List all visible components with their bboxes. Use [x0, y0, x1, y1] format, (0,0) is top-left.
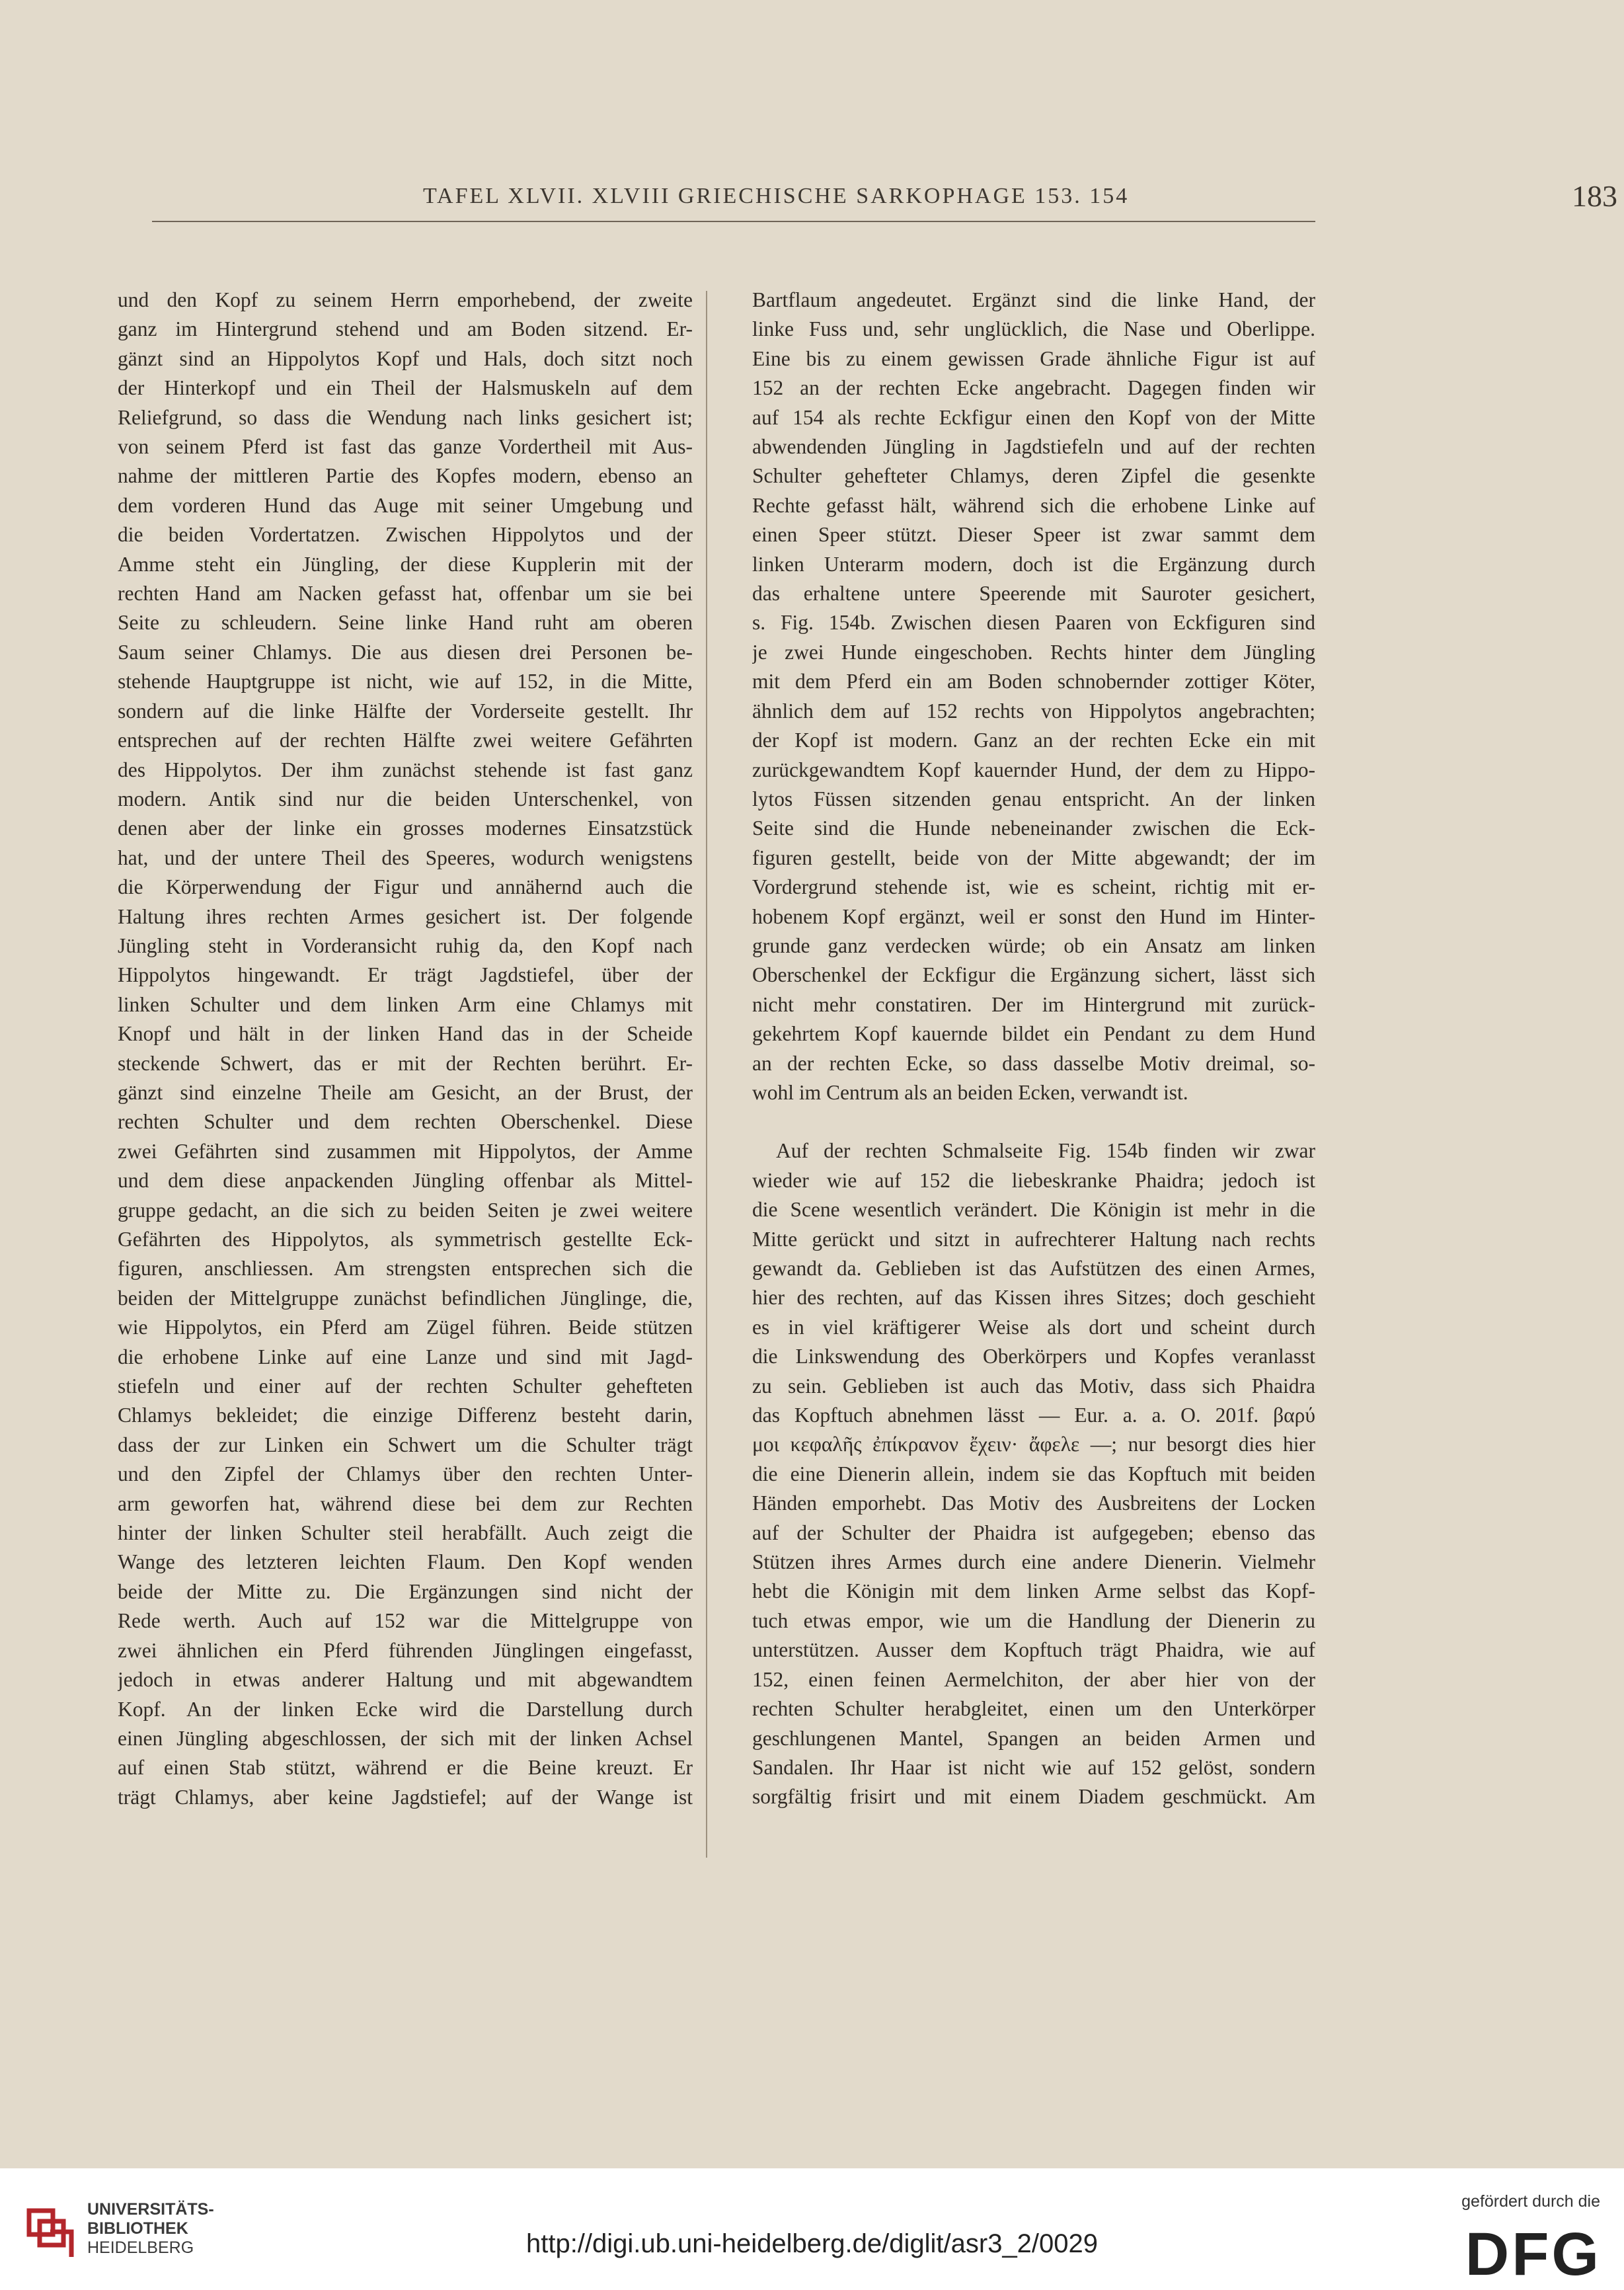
text-line: nicht mehr constatiren. Der im Hintergrund mit zurück-	[752, 992, 1315, 1016]
text-line: Saum seiner Chlamys. Die aus diesen drei Personen be-	[118, 640, 693, 664]
column-divider	[706, 291, 707, 1858]
text-line: grunde ganz verdecken würde; ob ein Ansatz am linken	[752, 933, 1315, 957]
text-line: sondern auf die linke Hälfte der Vorderseite gestellt. Ihr	[118, 699, 693, 723]
library-name-line-1: UNIVERSITÄTS-	[87, 2200, 214, 2219]
text-line: gruppe gedacht, an die sich zu beiden Seiten je zwei weitere	[118, 1198, 693, 1222]
paragraph-gap	[752, 1107, 1315, 1136]
text-line: zu sein. Geblieben ist auch das Motiv, dass sich Phaidra	[752, 1374, 1315, 1398]
text-line: rechten Schulter und dem rechten Oberschenkel. Diese	[118, 1110, 693, 1134]
page-number: 183	[1572, 179, 1617, 213]
text-line: trägt Chlamys, aber keine Jagdstiefel; auf der Wange ist	[118, 1785, 693, 1809]
text-line: rechten Schulter herabgleitet, einen um den Unterkörper	[752, 1697, 1315, 1721]
text-line: hier des rechten, auf das Kissen ihres Sitzes; doch geschieht	[752, 1286, 1315, 1310]
text-line: Vordergrund stehende ist, wie es scheint, richtig mit er-	[752, 875, 1315, 899]
text-line: Knopf und hält in der linken Hand das in der Scheide	[118, 1022, 693, 1046]
text-line: zurückgewandtem Kopf kauernder Hund, der dem zu Hippo-	[752, 758, 1315, 781]
text-line: die eine Dienerin allein, indem sie das Kopftuch mit beiden	[752, 1462, 1315, 1485]
text-line: jedoch in etwas anderer Haltung und mit abgewandtem	[118, 1668, 693, 1692]
text-line: entsprechen auf der rechten Hälfte zwei weitere Gefährten	[118, 729, 693, 752]
text-line: nahme der mittleren Partie des Kopfes modern, ebenso an	[118, 464, 693, 488]
text-line: Sandalen. Ihr Haar ist nicht wie auf 152 gelöst, sondern	[752, 1755, 1315, 1779]
text-line: 152 an der rechten Ecke angebracht. Dagegen finden wir	[752, 376, 1315, 400]
text-line: Bartflaum angedeutet. Ergänzt sind die linke Hand, der	[752, 288, 1315, 311]
text-line: Hippolytos hingewandt. Er trägt Jagdstiefel, über der	[118, 963, 693, 987]
right-paragraph-2	[752, 1136, 1315, 1811]
text-line: tuch etwas empor, wie um die Handlung der Dienerin zu	[752, 1608, 1315, 1632]
text-line: Haltung ihres rechten Armes gesichert ist. Der folgende	[118, 904, 693, 928]
text-line: 152, einen feinen Aermelchiton, der aber hier von der	[752, 1667, 1315, 1691]
text-line: steckende Schwert, das er mit der Rechten berührt. Er-	[118, 1051, 693, 1075]
text-line: ganz im Hintergrund stehend und am Boden sitzend. Er-	[118, 317, 693, 341]
text-line: die Linkswendung des Oberkörpers und Kopfes veranlasst	[752, 1345, 1315, 1368]
text-line: Schulter gehefteter Chlamys, deren Zipfel die gesenkte	[752, 464, 1315, 488]
text-line: abwendenden Jüngling in Jagdstiefeln und auf der rechten	[752, 435, 1315, 459]
text-line: Amme steht ein Jüngling, der diese Kupplerin mit der	[118, 552, 693, 576]
library-name-line-3: HEIDELBERG	[87, 2238, 194, 2257]
text-line: hinter der linken Schulter steil herabfällt. Auch zeigt die	[118, 1521, 693, 1545]
text-line: gänzt sind an Hippolytos Kopf und Hals, doch sitzt noch	[118, 346, 693, 370]
text-line: Wange des letzteren leichten Flaum. Den Kopf wenden	[118, 1550, 693, 1574]
text-line: zwei ähnlichen ein Pferd führenden Jünglingen eingefasst,	[118, 1638, 693, 1662]
text-line: Chlamys bekleidet; die einzige Differenz besteht darin,	[118, 1403, 693, 1427]
right-paragraph-1	[752, 286, 1315, 1107]
text-line: die Körperwendung der Figur und annähernd auch die	[118, 875, 693, 899]
text-line: linke Fuss und, sehr unglücklich, die Nase und Oberlippe.	[752, 317, 1315, 341]
right-text-column	[752, 286, 1315, 1812]
text-line: das Kopftuch abnehmen lässt — Eur. a. a. O. 201f. βαρύ	[752, 1403, 1315, 1427]
text-line: des Hippolytos. Der ihm zunächst stehende ist fast ganz	[118, 758, 693, 781]
text-line: s. Fig. 154b. Zwischen diesen Paaren von Eckfiguren sind	[752, 611, 1315, 635]
text-line: gewandt da. Geblieben ist das Aufstützen des einen Armes,	[752, 1257, 1315, 1280]
text-line: die beiden Vordertatzen. Zwischen Hippolytos und der	[118, 523, 693, 547]
permalink-url[interactable]: http://digi.ub.uni-heidelberg.de/diglit/asr3_2/0029	[525, 2229, 1099, 2258]
text-line: lytos Füssen sitzenden genau entspricht. An der linken	[752, 787, 1315, 810]
text-line: auf 154 als rechte Eckfigur einen den Kopf von der Mitte	[752, 405, 1315, 429]
text-line: der Kopf ist modern. Ganz an der rechten Ecke ein mit	[752, 729, 1315, 752]
text-line: Eine bis zu einem gewissen Grade ähnliche Figur ist auf	[752, 346, 1315, 370]
text-line: wieder wie auf 152 die liebeskranke Phaidra; jedoch ist	[752, 1168, 1315, 1192]
text-line: Oberschenkel der Eckfigur die Ergänzung sichert, lässt sich	[752, 963, 1315, 987]
text-line: Mitte gerückt und sitzt in aufrechterer Haltung nach rechts	[752, 1227, 1315, 1251]
text-line: rechten Hand am Nacken gefasst hat, offenbar um sie bei	[118, 582, 693, 606]
header-title: TAFEL XLVII. XLVIII GRIECHISCHE SARKOPHAGE 153. 154	[423, 184, 1130, 208]
text-line: wohl im Centrum als an beiden Ecken, verwandt ist.	[752, 1080, 1188, 1104]
text-line: modern. Antik sind nur die beiden Unterschenkel, von	[118, 787, 693, 810]
text-line: hat, und der untere Theil des Speeres, wodurch wenigstens	[118, 846, 693, 869]
dfg-logo: DFG	[1465, 2221, 1602, 2288]
text-line: die Scene wesentlich verändert. Die Königin ist mehr in die	[752, 1198, 1315, 1222]
text-line: und den Zipfel der Chlamys über den rechten Unter-	[118, 1462, 693, 1486]
text-line: Rede werth. Auch auf 152 war die Mittelgruppe von	[118, 1609, 693, 1633]
text-line: und dem diese anpackenden Jüngling offenbar als Mittel-	[118, 1169, 693, 1193]
text-line: Stützen ihres Armes durch eine andere Dienerin. Vielmehr	[752, 1550, 1315, 1574]
text-line: μοι κεφαλῆς ἐπίκρανον ἔχειν· ἄφελε —; nur besorgt dies hier	[752, 1433, 1315, 1456]
text-line: Jüngling steht in Vorderansicht ruhig da, den Kopf nach	[118, 933, 693, 957]
text-line: Rechte gefasst hält, während sich die erhobene Linke auf	[752, 493, 1315, 517]
text-line: an der rechten Ecke, so dass dasselbe Motiv dreimal, so-	[752, 1051, 1315, 1075]
text-line: Auf der rechten Schmalseite Fig. 154b finden wir zwar	[776, 1139, 1315, 1163]
text-line: stiefeln und einer auf der rechten Schulter gehefteten	[118, 1374, 693, 1398]
text-line: die erhobene Linke auf eine Lanze und sind mit Jagd-	[118, 1345, 693, 1368]
text-line: von seinem Pferd ist fast das ganze Vordertheil mit Aus-	[118, 435, 693, 459]
text-line: es in viel kräftigerer Weise als dort und scheint durch	[752, 1315, 1315, 1339]
text-line: das erhaltene untere Speerende mit Sauroter gesichert,	[752, 582, 1315, 606]
text-line: ähnlich dem auf 152 rechts von Hippolytos angebrachten;	[752, 699, 1315, 723]
text-line: auf einen Stab stützt, während er die Beine kreuzt. Er	[118, 1756, 693, 1780]
text-line: einen Jüngling abgeschlossen, der sich mit der linken Achsel	[118, 1726, 693, 1750]
text-line: mit dem Pferd ein am Boden schnobernder zottiger Köter,	[752, 670, 1315, 693]
text-line: Händen emporhebt. Das Motiv des Ausbreitens der Locken	[752, 1491, 1315, 1515]
footer-bar	[0, 2168, 1624, 2290]
text-line: figuren gestellt, beide von der Mitte abgewandt; der im	[752, 846, 1315, 869]
text-line: Gefährten des Hippolytos, als symmetrisch gestellte Eck-	[118, 1228, 693, 1251]
text-line: dem vorderen Hund das Auge mit seiner Umgebung und	[118, 493, 693, 517]
text-line: wie Hippolytos, ein Pferd am Zügel führen. Beide stützen	[118, 1316, 693, 1339]
text-line: stehende Hauptgruppe ist nicht, wie auf 152, in die Mitte,	[118, 670, 693, 693]
text-line: auf der Schulter der Phaidra ist aufgegeben; ebenso das	[752, 1520, 1315, 1544]
library-name-line-2: BIBLIOTHEK	[87, 2219, 188, 2238]
text-line: unterstützen. Ausser dem Kopftuch trägt Phaidra, wie auf	[752, 1638, 1315, 1662]
text-line: hebt die Königin mit dem linken Arme selbst das Kopf-	[752, 1579, 1315, 1603]
text-line: gänzt sind einzelne Theile am Gesicht, an der Brust, der	[118, 1080, 693, 1104]
header-rule	[152, 221, 1315, 222]
text-line: arm geworfen hat, während diese bei dem zur Rechten	[118, 1491, 693, 1515]
text-line: und den Kopf zu seinem Herrn emporhebend, der zweite	[118, 288, 693, 311]
text-line: geschlungenen Mantel, Spangen an beiden Armen und	[752, 1726, 1315, 1750]
text-line: gekehrtem Kopf kauernde bildet ein Pendant zu dem Hund	[752, 1022, 1315, 1046]
text-line: Seite sind die Hunde nebeneinander zwischen die Eck-	[752, 816, 1315, 840]
text-line: der Hinterkopf und ein Theil der Halsmuskeln auf dem	[118, 376, 693, 400]
text-line: hobenem Kopf ergänzt, weil er sonst den Hund im Hinter-	[752, 904, 1315, 928]
text-line: Reliefgrund, so dass die Wendung nach links gesichert ist;	[118, 405, 693, 429]
text-line: zwei Gefährten sind zusammen mit Hippolytos, der Amme	[118, 1139, 693, 1163]
text-line: linken Unterarm modern, doch ist die Ergänzung durch	[752, 552, 1315, 576]
text-line: je zwei Hunde eingeschoben. Rechts hinter dem Jüngling	[752, 640, 1315, 664]
text-line: Kopf. An der linken Ecke wird die Darstellung durch	[118, 1697, 693, 1721]
text-line: Seite zu schleudern. Seine linke Hand ruht am oberen	[118, 611, 693, 635]
running-header	[152, 178, 1617, 218]
text-line: dass der zur Linken ein Schwert um die Schulter trägt	[118, 1433, 693, 1456]
text-line: linken Schulter und dem linken Arm eine Chlamys mit	[118, 992, 693, 1016]
text-line: sorgfältig frisirt und mit einem Diadem geschmückt. Am	[752, 1785, 1315, 1809]
text-line: beide der Mitte zu. Die Ergänzungen sind nicht der	[118, 1579, 693, 1603]
funded-by-label: gefördert durch die	[1461, 2192, 1600, 2211]
left-text-column	[118, 286, 693, 1812]
text-line: beiden der Mittelgruppe zunächst befindlichen Jünglinge, die,	[118, 1286, 693, 1310]
text-line: denen aber der linke ein grosses modernes Einsatzstück	[118, 816, 693, 840]
text-line: einen Speer stützt. Dieser Speer ist zwar sammt dem	[752, 523, 1315, 547]
text-line: figuren, anschliessen. Am strengsten entsprechen sich die	[118, 1257, 693, 1281]
